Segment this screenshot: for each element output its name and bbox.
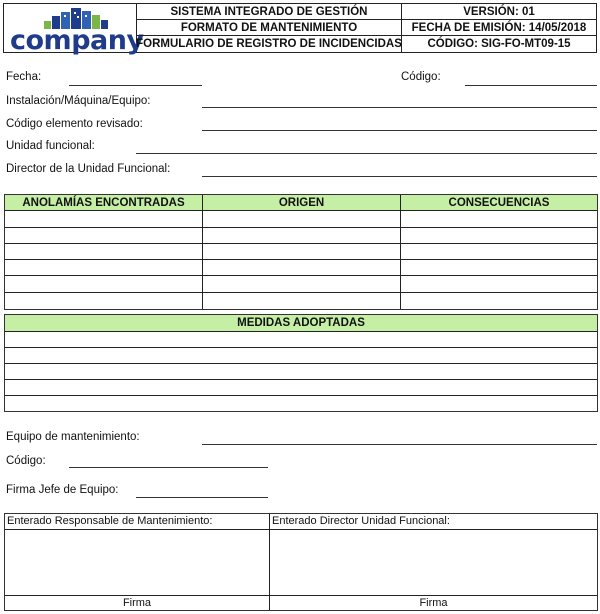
instalacion-field[interactable]: [202, 107, 597, 108]
column-header-consecuencias: CONSECUENCIAS: [401, 195, 597, 210]
row-divider: [5, 275, 597, 276]
system-title: SISTEMA INTEGRADO DE GESTIÓN: [170, 5, 368, 18]
row-divider: [5, 227, 597, 228]
instalacion-label: Instalación/Máquina/Equipo:: [6, 95, 151, 107]
director-unidad-label: Enterado Director Unidad Funcional:: [272, 515, 450, 527]
document-header: [3, 3, 597, 56]
codigo-label: Código:: [401, 71, 441, 83]
row-divider: [5, 210, 597, 211]
row-divider: [5, 363, 597, 364]
director-field[interactable]: [202, 176, 597, 177]
logo-text: company: [10, 25, 144, 56]
equipo-label: Equipo de mantenimiento:: [6, 431, 140, 443]
fecha-field[interactable]: [69, 85, 202, 86]
codigo-elemento-label: Código elemento revisado:: [6, 118, 143, 130]
responsable-signature-area[interactable]: [7, 530, 268, 594]
code-label: CÓDIGO: SIG-FO-MT09-15: [427, 38, 571, 50]
equipo-field[interactable]: [202, 444, 597, 445]
measures-table: [4, 314, 598, 412]
footer-codigo-label: Código:: [6, 455, 46, 467]
row-divider: [5, 292, 597, 293]
row-divider: [5, 395, 597, 396]
format-title: FORMATO DE MANTENIMIENTO: [180, 21, 358, 34]
row-divider: [5, 259, 597, 260]
director-signature-area[interactable]: [271, 530, 596, 594]
signature-section: [4, 513, 598, 611]
responsable-mantenimiento-label: Enterado Responsable de Mantenimiento:: [7, 515, 213, 527]
left-firma-label: Firma: [122, 597, 152, 609]
row-divider: [5, 331, 597, 332]
unidad-field[interactable]: [136, 153, 597, 154]
emission-date-label: FECHA DE EMISIÓN: 14/05/2018: [411, 21, 587, 34]
row-divider: [5, 379, 597, 380]
column-header-anomalias: ANOLAMÍAS ENCONTRADAS: [5, 195, 202, 210]
incidents-table: [4, 194, 598, 310]
right-firma-label: Firma: [419, 597, 448, 609]
firma-jefe-label: Firma Jefe de Equipo:: [6, 484, 119, 496]
column-header-origen: ORIGEN: [203, 195, 400, 210]
row-divider: [5, 347, 597, 348]
director-label: Director de la Unidad Funcional:: [6, 163, 171, 175]
row-divider: [5, 243, 597, 244]
version-label: VERSIÓN: 01: [463, 5, 535, 18]
signature-rule: [5, 595, 597, 596]
firma-jefe-field[interactable]: [136, 497, 268, 498]
codigo-elemento-field[interactable]: [202, 130, 597, 131]
footer-codigo-field[interactable]: [69, 467, 268, 468]
fecha-label: Fecha:: [6, 71, 42, 83]
form-title: FORMULARIO DE REGISTRO DE INCIDENCIDAS: [136, 38, 402, 50]
codigo-field[interactable]: [465, 85, 597, 86]
unidad-label: Unidad funcional:: [6, 140, 95, 152]
company-logo: [4, 4, 144, 56]
measures-header: MEDIDAS ADOPTADAS: [5, 315, 597, 331]
